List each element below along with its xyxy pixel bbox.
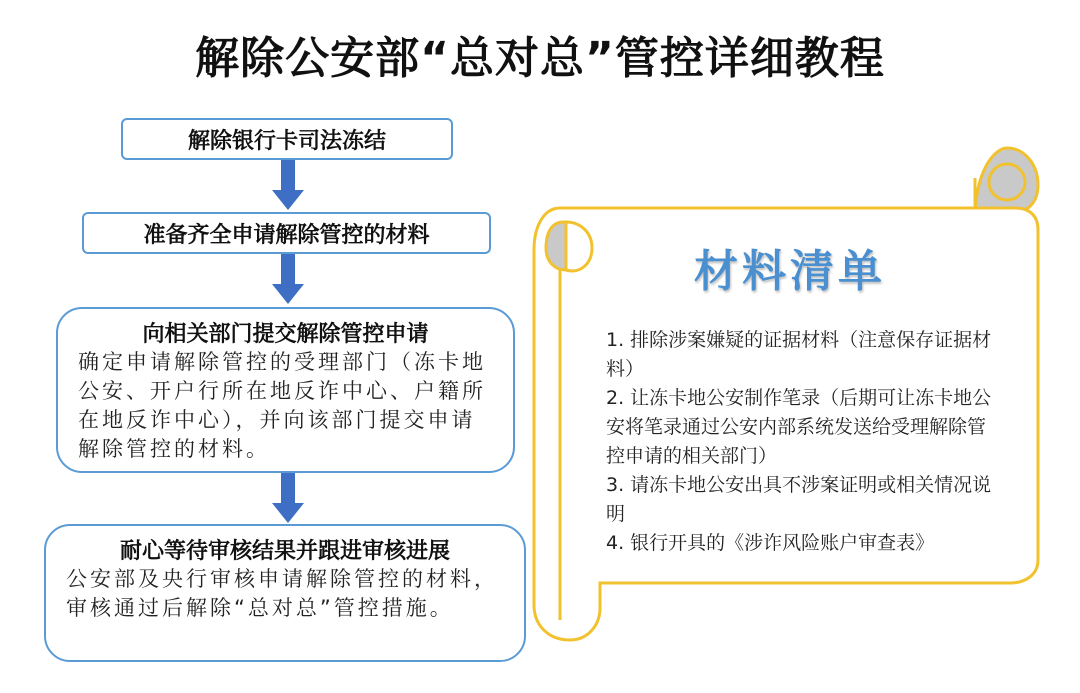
flow-step-3 <box>56 307 515 473</box>
flow-step-3-title: 向相关部门提交解除管控申请 <box>142 322 429 347</box>
down-arrow-icon <box>268 473 308 525</box>
page-title: 解除公安部“总对总”管控详细教程 <box>195 33 885 84</box>
flow-step-1 <box>121 118 453 160</box>
list-item: 3. 请冻卡地公安出具不涉案证明或相关情况说明 <box>606 474 992 525</box>
flow-step-4 <box>44 524 526 662</box>
flow-step-2 <box>82 212 491 254</box>
flow-step-1-label: 解除银行卡司法冻结 <box>187 128 386 154</box>
down-arrow-icon <box>268 160 308 212</box>
list-item: 2. 让冻卡地公安制作笔录（后期可让冻卡地公安将笔录通过公安内部系统发送给受理解除管控申请的相关部门） <box>606 387 992 467</box>
materials-title: 材料清单 <box>694 246 886 297</box>
down-arrow-icon <box>268 254 308 306</box>
flow-step-4-title: 耐心等待审核结果并跟进审核进展 <box>119 539 450 564</box>
flow-step-4-body: 公安部及央行审核申请解除管控的材料，审核通过后解除“总对总”管控措施。 <box>66 567 498 620</box>
list-item: 1. 排除涉案嫌疑的证据材料（注意保存证据材料） <box>606 329 992 380</box>
flow-step-3-body: 确定申请解除管控的受理部门（冻卡地公安、开户行所在地反诈中心、户籍所在地反诈中心），并向该部门提交申请解除管控的材料。 <box>78 350 486 461</box>
materials-list <box>606 326 996 558</box>
flow-step-2-label: 准备齐全申请解除管控的材料 <box>143 222 430 248</box>
list-item: 4. 银行开具的《涉诈风险账户审查表》 <box>606 532 935 554</box>
